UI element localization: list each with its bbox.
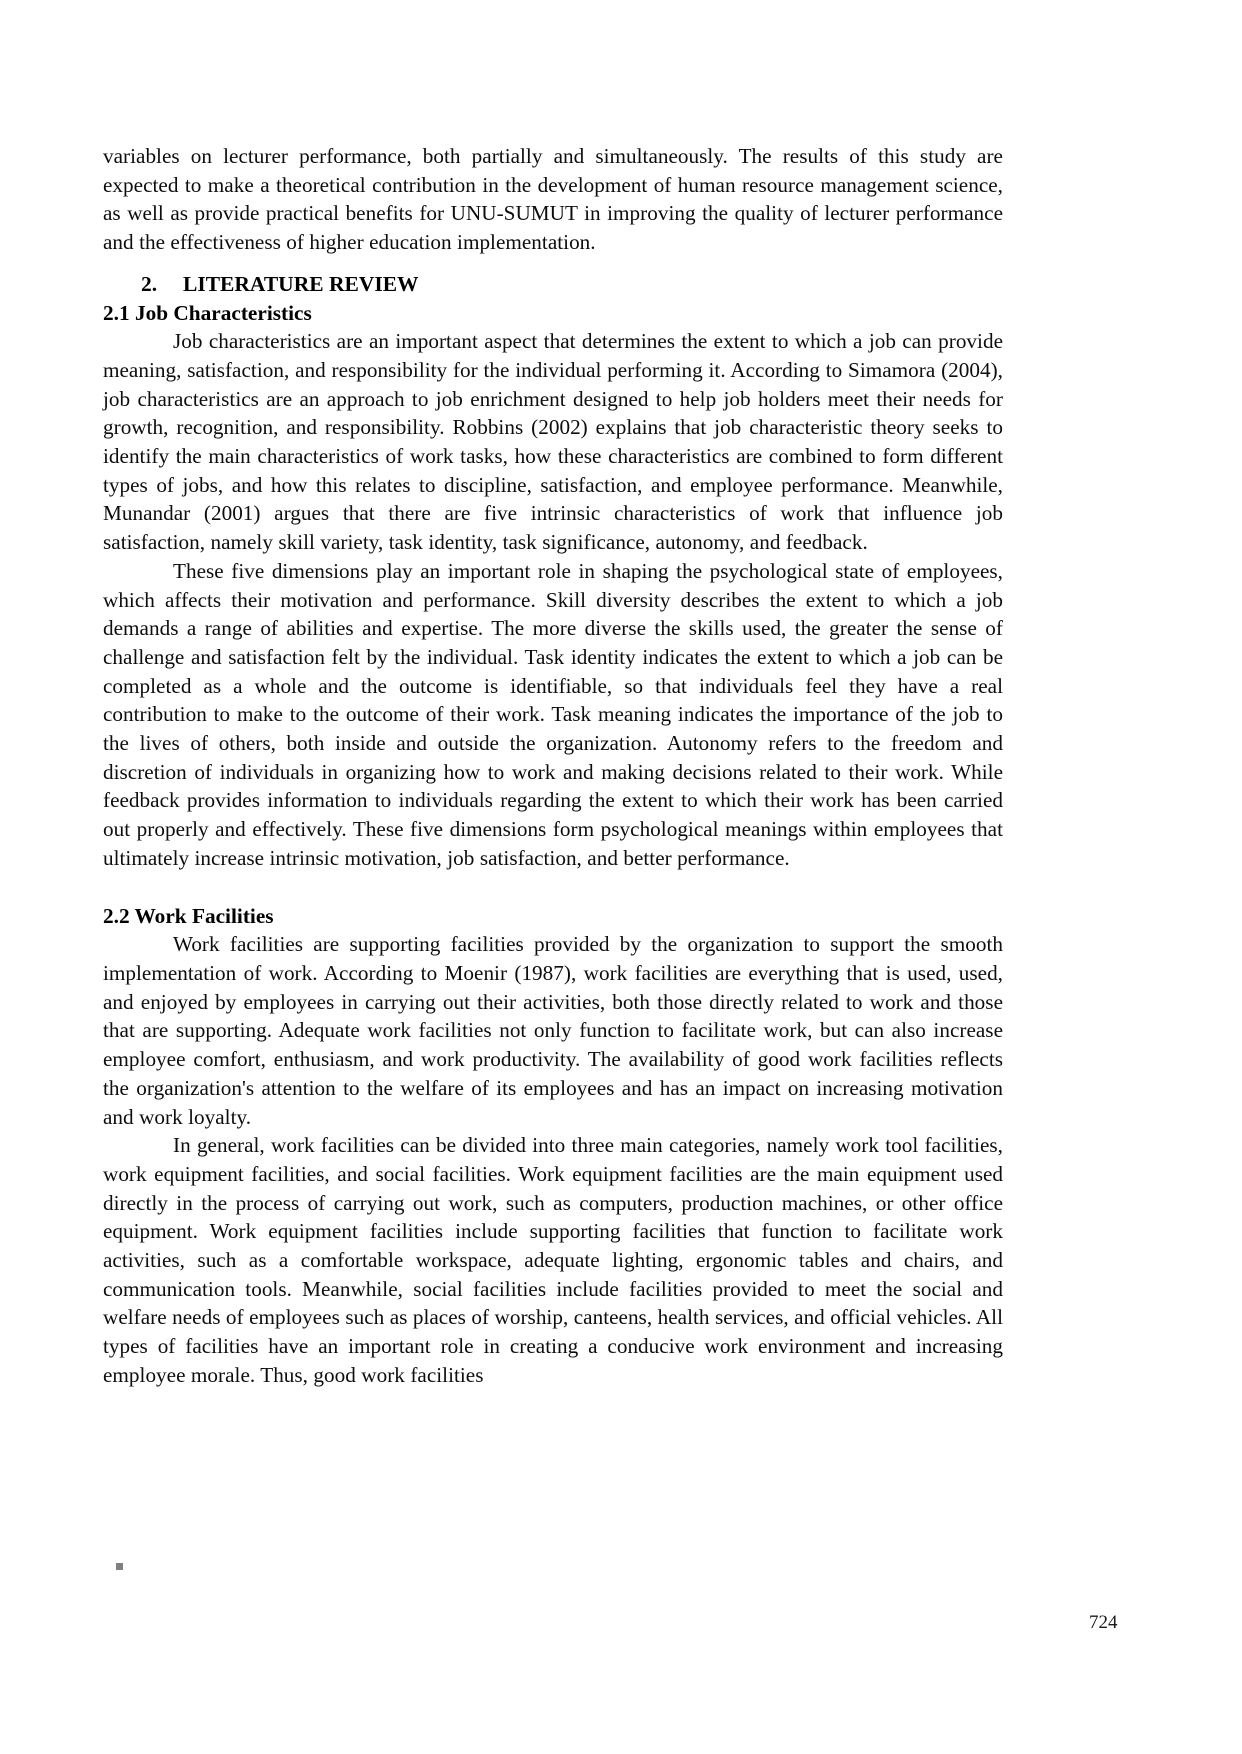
paragraph-2-2-a: Work facilities are supporting facilities provided by the organization to support the smooth implementation of work. According to Moenir (1987), work facilities are everything that is used, used, and enjoyed by employees in carrying out their activities, both those directly related to work and those that are supporting. Adequate work facilities not only function to facilitate work, but can also increase employee comfort, enthusiasm, and work productivity. The availability of good work facilities reflects the organization's attention to the welfare of its employees and has an impact on increasing motivation and work loyalty.: [103, 932, 1003, 1129]
paragraph-intro: variables on lecturer performance, both partially and simultaneously. The results of this study are expected to make a theoretical contribution in the development of human resource management science, as well as provide practical benefits for UNU-SUMUT in improving the quality of lecturer performance and the effectiveness of higher education implementation.: [103, 144, 1003, 255]
heading-section-number: 2.: [141, 271, 158, 296]
page-number: 724: [1089, 1612, 1118, 1633]
paragraph-2-1-a: Job characteristics are an important aspect that determines the extent to which a job can provide meaning, satisfaction, and responsibility for the individual performing it. According to Simamora (2004), job characteristics are an approach to job enrichment designed to help job holders meet their needs for growth, recognition, and responsibility. Robbins (2002) explains that job characteristic theory seeks to identify the main characteristics of work tasks, how these characteristics are combined to form different types of jobs, and how this relates to discipline, satisfaction, and employee performance. Meanwhile, Munandar (2001) argues that there are five intrinsic characteristics of work that influence job satisfaction, namely skill variety, task identity, task significance, autonomy, and feedback.: [103, 329, 1003, 555]
spacer: [103, 873, 1003, 902]
spacer: [103, 257, 1003, 270]
paragraph-2-1-b: These five dimensions play an important role in shaping the psychological state of employees, which affects their motivation and performance. Skill diversity describes the extent to which a job demands a range of abilities and expertise. The more diverse the skills used, the greater the sense of challenge and satisfaction felt by the individual. Task identity indicates the extent to which a job can be completed as a whole and the outcome is identifiable, so that individuals feel they have a real contribution to make to the outcome of their work. Task meaning indicates the importance of the job to the lives of others, both inside and outside the organization. Autonomy refers to the freedom and discretion of individuals in organizing how to work and making decisions related to their work. While feedback provides information to individuals regarding the extent to which their work has been carried out properly and effectively. These five dimensions form psychological meanings within employees that ultimately increase intrinsic motivation, job satisfaction, and better performance.: [103, 558, 1003, 870]
scan-artifact-mark: [116, 1563, 123, 1570]
heading-2-2-work-facilities: 2.2 Work Facilities: [103, 903, 274, 928]
heading-literature-review: [103, 270, 1003, 299]
paragraph-2-2-b: In general, work facilities can be divided into three main categories, namely work tool facilities, work equipment facilities, and social facilities. Work equipment facilities are the main equipment used directly in the process of carrying out work, such as computers, production machines, or other office equipment. Work equipment facilities include supporting facilities that function to facilitate work activities, such as a comfortable workspace, adequate lighting, ergonomic tables and chairs, and communication tools. Meanwhile, social facilities include facilities provided to meet the social and welfare needs of employees such as places of worship, canteens, health services, and official vehicles. All types of facilities have an important role in creating a conducive work environment and increasing employee morale. Thus, good work facilities: [103, 1133, 1003, 1387]
page-content: [103, 142, 1003, 1390]
heading-section-title: LITERATURE REVIEW: [183, 271, 419, 296]
heading-2-1-job-characteristics: 2.1 Job Characteristics: [103, 300, 312, 325]
